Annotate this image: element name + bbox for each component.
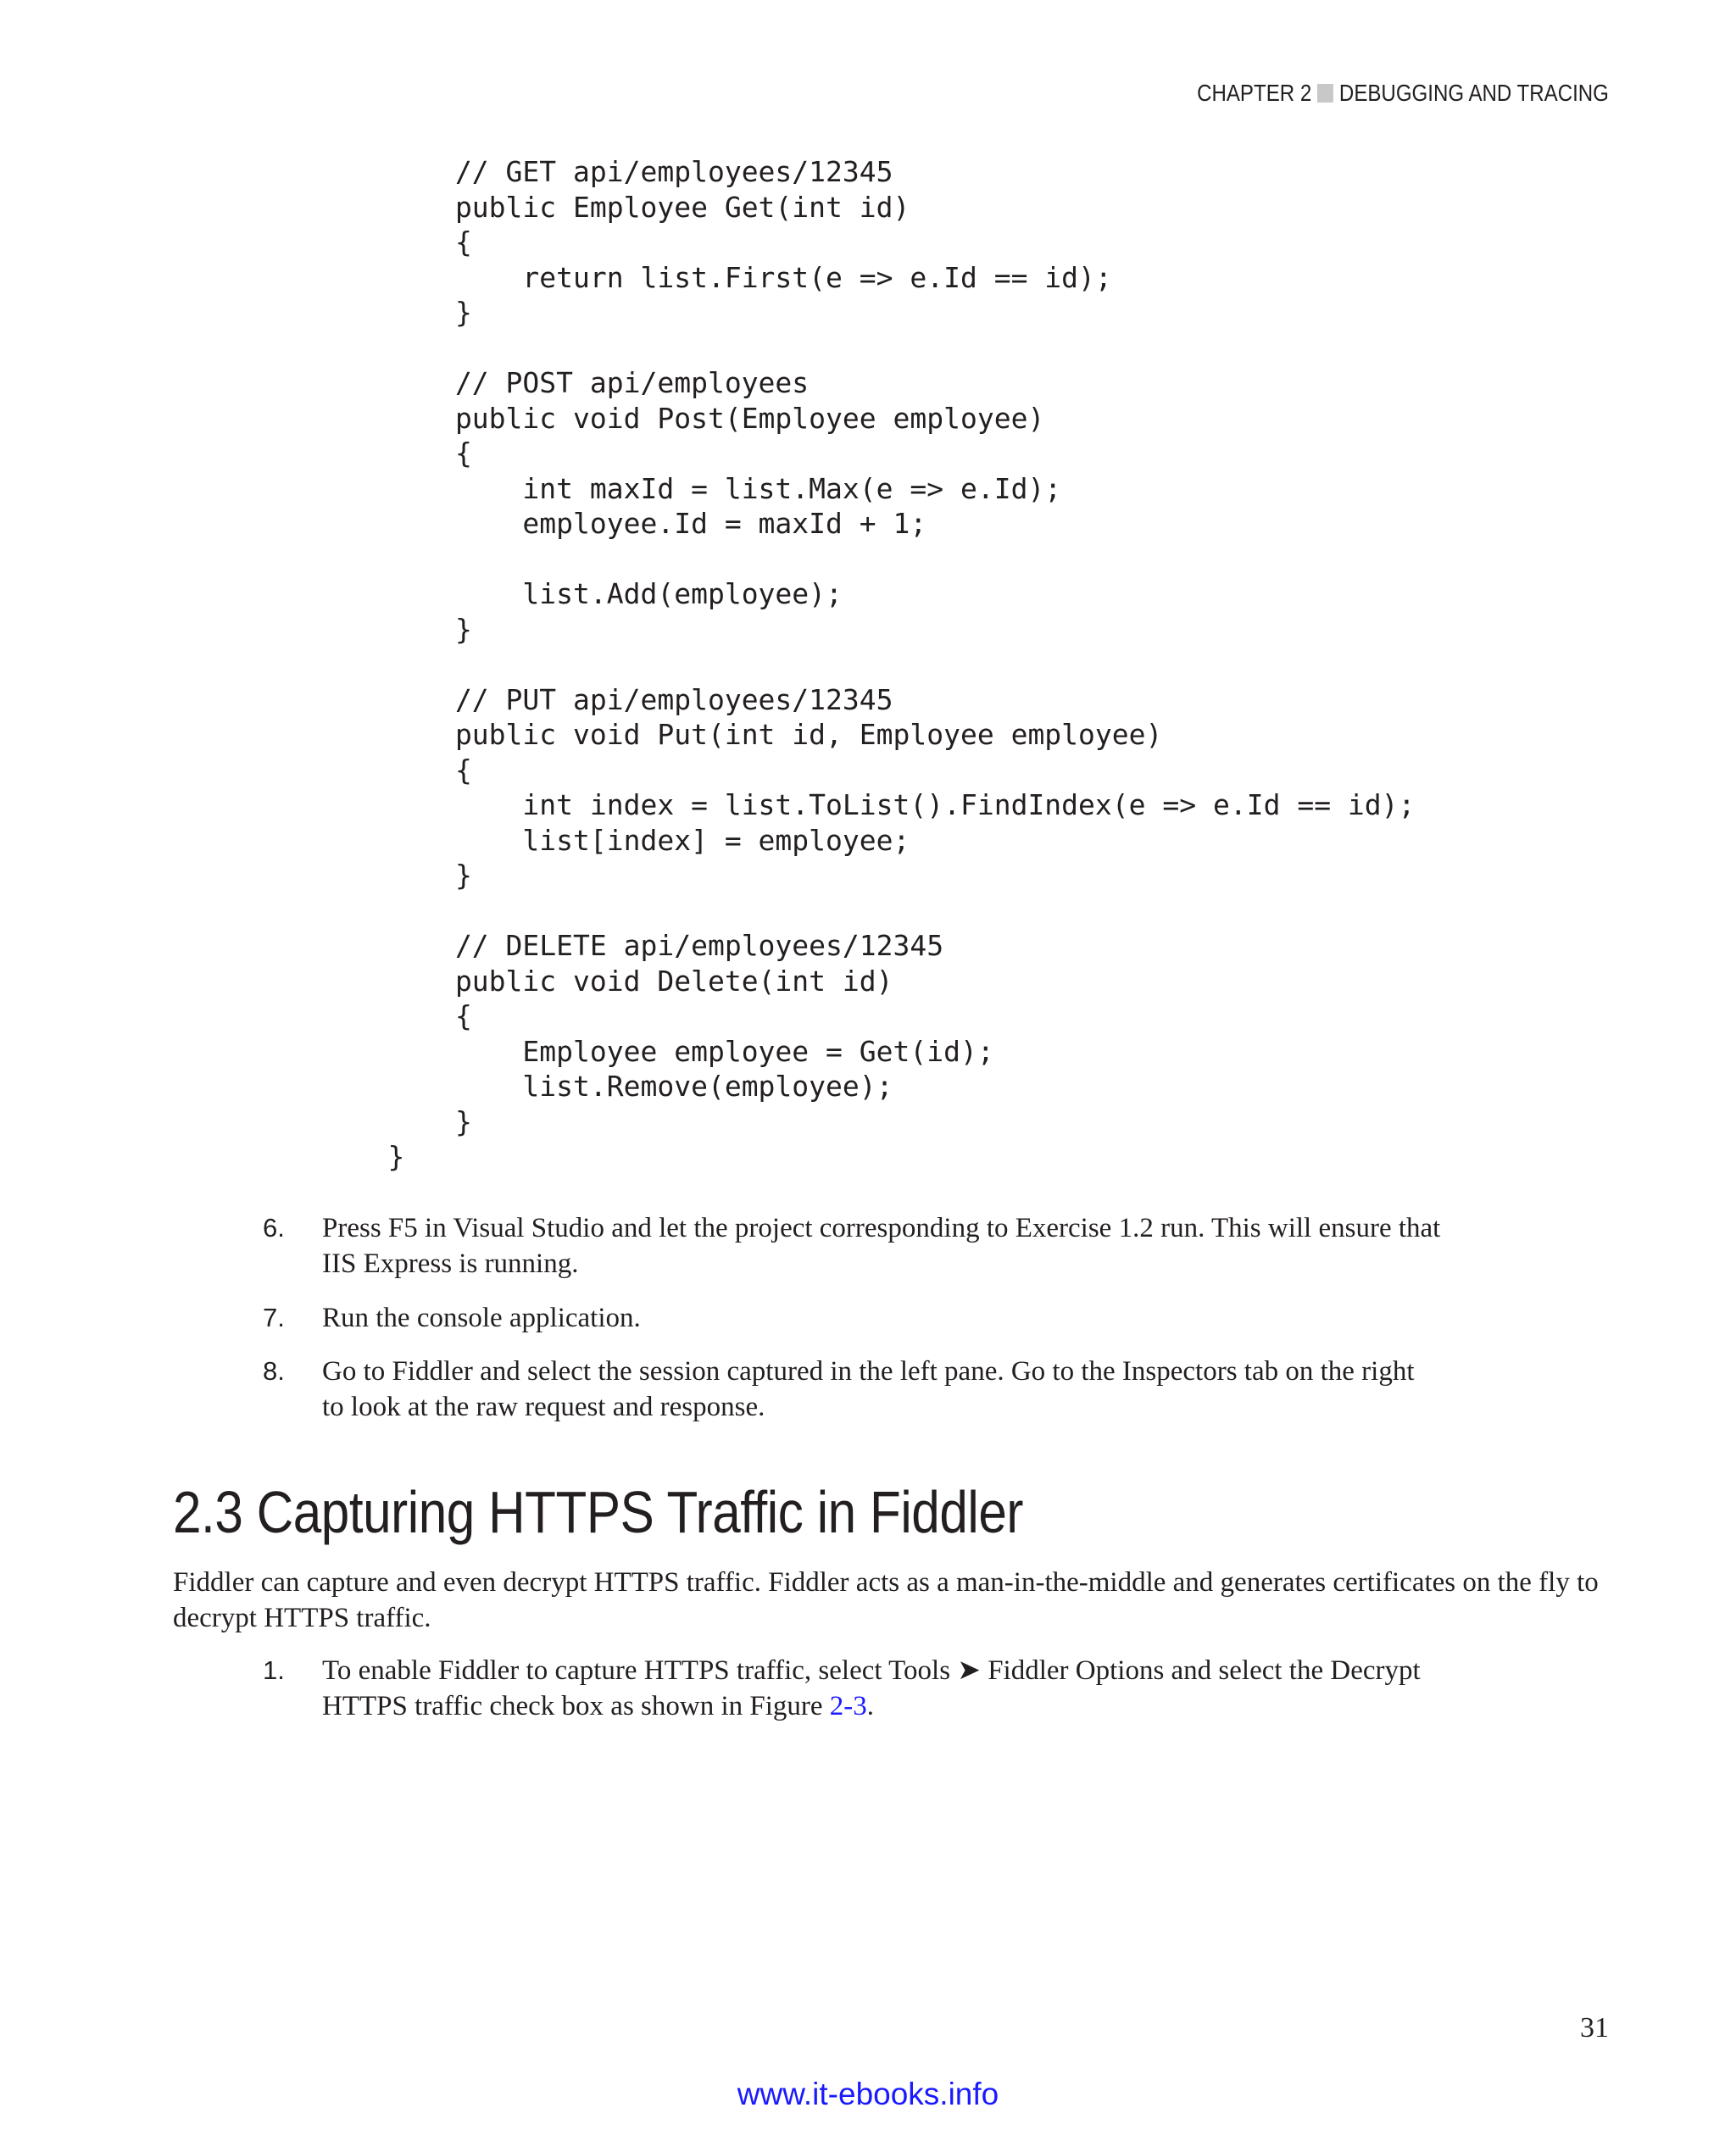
step-number: 6. — [263, 1213, 285, 1243]
step-8 — [263, 1354, 1441, 1425]
step-text-after-link: . — [866, 1691, 875, 1721]
step-text-before-link: To enable Fiddler to capture HTTPS traffic, select Tools ➤ Fiddler Options and select the Decrypt HTTPS traffic check box as shown in Figure — [322, 1655, 1421, 1721]
section-heading: 2.3 Capturing HTTPS Traffic in Fiddler — [173, 1479, 1024, 1545]
figure-link[interactable]: 2-3 — [829, 1691, 867, 1721]
step-number: 1. — [263, 1655, 285, 1685]
step-text: Run the console application. — [322, 1303, 641, 1333]
step-7 — [263, 1300, 1441, 1336]
footer-url-link[interactable]: www.it-ebooks.info — [737, 2077, 999, 2111]
step-6 — [263, 1210, 1441, 1282]
running-head — [1197, 80, 1609, 107]
step-text: Press F5 in Visual Studio and let the project corresponding to Exercise 1.2 run. This will ensure that IIS Express is running. — [322, 1213, 1441, 1279]
intro-paragraph: Fiddler can capture and even decrypt HTTPS traffic. Fiddler acts as a man-in-the-middle and generates certificates on the fly to decrypt HTTPS traffic. — [173, 1567, 1599, 1633]
chapter-label: CHAPTER 2 — [1197, 80, 1312, 106]
step-1 — [263, 1653, 1441, 1724]
step-number: 7. — [263, 1303, 285, 1332]
code-listing: // GET api/employees/12345 public Employee Get(int id) { return list.First(e => e.Id == id); } // POST api/employees public void Post(Employee employee) { int maxId = list.Max(e => e.Id); employee.Id = maxId + 1; list.Add(employee); } // PUT api/employees/12345 public void Put(int id, Employee employee) { int index = list.ToList().FindIndex(e => e.Id == id); list[index] = employee; } // DELETE api/employees/12345 public void Delete(int id) { Employee employee = Get(id); list.Remove(employee); } } — [387, 155, 1416, 1173]
chapter-title: DEBUGGING AND TRACING — [1339, 80, 1609, 106]
page-number: 31 — [1580, 2012, 1609, 2044]
step-number: 8. — [263, 1356, 285, 1386]
step-text: Go to Fiddler and select the session captured in the left pane. Go to the Inspectors tab on the right to look at the raw request and response. — [322, 1356, 1415, 1422]
square-separator-icon — [1317, 84, 1333, 103]
